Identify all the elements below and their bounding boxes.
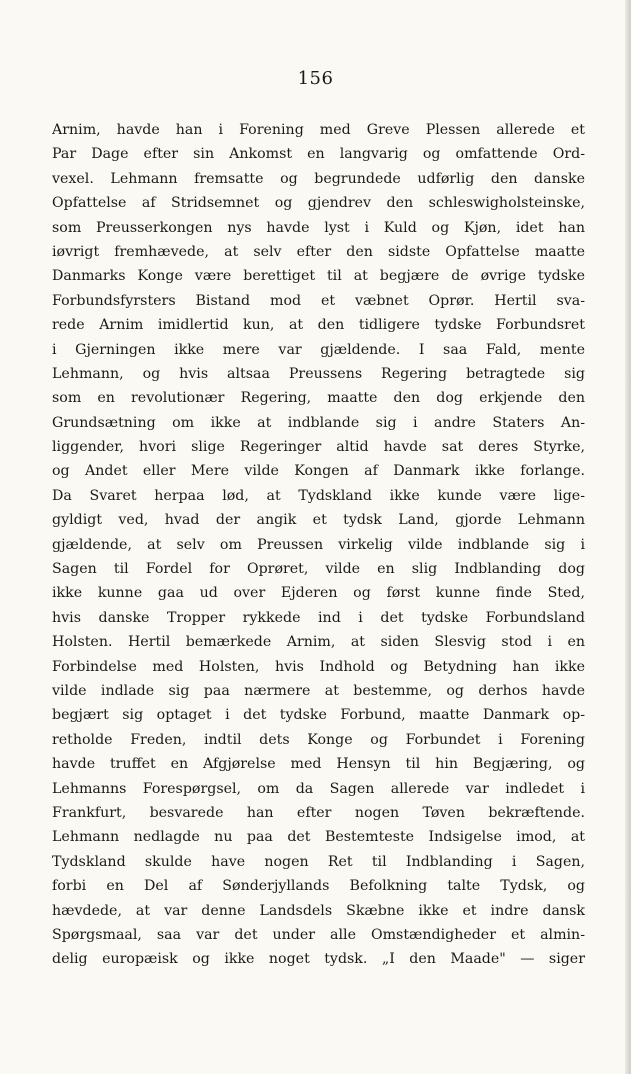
text-line: iøvrigt fremhævede, at selv efter den sidste Opfattelse maatte	[52, 243, 585, 260]
text-line: rede Arnim imidlertid kun, at den tidligere tydske Forbundsret	[52, 317, 585, 334]
text-line: Danmarks Konge være berettiget til at begjære de øvrige tydske	[52, 268, 585, 285]
text-line: Arnim, havde han i Forening med Greve Plessen allerede et	[52, 122, 585, 138]
page-edge	[625, 0, 631, 1074]
text-line: som en revolutionær Regering, maatte den dog erkjende den	[52, 390, 585, 407]
text-line: i Gjerningen ikke mere var gjældende. I saa Fald, mente	[52, 341, 585, 358]
text-line: delig europæisk og ikke noget tydsk. „I den Maade" — siger	[52, 951, 585, 968]
text-line: hvis danske Tropper rykkede ind i det tydske Forbundsland	[52, 609, 585, 626]
text-line: retholde Freden, indtil dets Konge og Forbundet i Forening	[52, 731, 585, 748]
text-line: Forbundsfyrsters Bistand mod et væbnet Oprør. Hertil sva-	[52, 292, 585, 309]
text-line: som Preusserkongen nys havde lyst i Kuld og Kjøn, idet han	[52, 219, 585, 236]
text-line: Da Svaret herpaa lød, at Tydskland ikke kunde være lige-	[52, 487, 585, 504]
text-line: liggender, hvori slige Regeringer altid havde sat deres Styrke,	[52, 439, 585, 456]
text-line: Tydskland skulde have nogen Ret til Indblanding i Sagen,	[52, 853, 585, 870]
text-line: Holsten. Hertil bemærkede Arnim, at siden Slesvig stod i en	[52, 634, 585, 651]
text-line: Lehmann, og hvis altsaa Preussens Regering betragtede sig	[52, 365, 585, 382]
text-line: hævdede, at var denne Landsdels Skæbne ikke et indre dansk	[52, 902, 585, 919]
text-line: og Andet eller Mere vilde Kongen af Danmark ikke forlange.	[52, 463, 585, 480]
text-line: Lehmanns Forespørgsel, om da Sagen allerede var indledet i	[52, 780, 585, 797]
text-line: vilde indlade sig paa nærmere at bestemme, og derhos havde	[52, 682, 585, 699]
text-line: gyldigt ved, hvad der angik et tydsk Land, gjorde Lehmann	[52, 512, 585, 529]
text-line: Grundsætning om ikke at indblande sig i andre Staters An-	[52, 414, 585, 431]
text-line: begjært sig optaget i det tydske Forbund, maatte Danmark op-	[52, 707, 585, 724]
text-line: vexel. Lehmann fremsatte og begrundede udførlig den danske	[52, 170, 585, 187]
text-line: Spørgsmaal, saa var det under alle Omstændigheder et almin-	[52, 926, 585, 943]
text-line: Sagen til Fordel for Oprøret, vilde en slig Indblanding dog	[52, 561, 585, 578]
text-line: ikke kunne gaa ud over Ejderen og først kunne finde Sted,	[52, 585, 585, 602]
body-text	[52, 118, 585, 972]
page-number: 156	[297, 68, 334, 89]
text-line: forbi en Del af Sønderjyllands Befolkning talte Tydsk, og	[52, 878, 585, 895]
text-line: Lehmann nedlagde nu paa det Bestemteste Indsigelse imod, at	[52, 829, 585, 846]
text-line: Opfattelse af Stridsemnet og gjendrev den schleswigholsteinske,	[52, 195, 585, 212]
text-line: Par Dage efter sin Ankomst en langvarig og omfattende Ord-	[52, 146, 585, 163]
text-line: gjældende, at selv om Preussen virkelig vilde indblande sig i	[52, 536, 585, 553]
text-line: havde truffet en Afgjørelse med Hensyn til hin Begjæring, og	[52, 756, 585, 773]
text-line: Forbindelse med Holsten, hvis Indhold og Betydning han ikke	[52, 658, 585, 675]
text-line: Frankfurt, besvarede han efter nogen Tøven bekræftende.	[52, 804, 585, 821]
